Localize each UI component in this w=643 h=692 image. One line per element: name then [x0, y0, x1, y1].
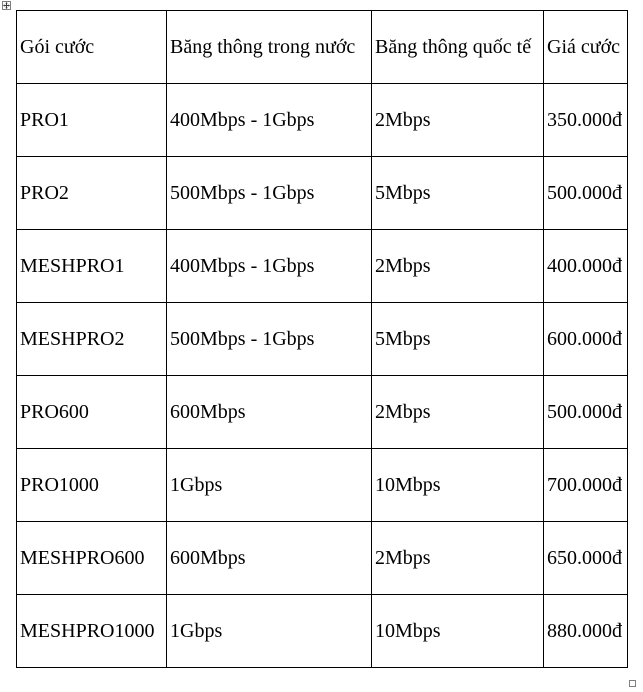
table-move-handle-icon[interactable]: [2, 1, 11, 10]
table-cell[interactable]: 500Mbps - 1Gbps: [167, 157, 372, 230]
table-row: [17, 376, 628, 449]
table-cell[interactable]: MESHPRO600: [17, 522, 167, 595]
table-cell[interactable]: MESHPRO1: [17, 230, 167, 303]
table-cell[interactable]: PRO2: [17, 157, 167, 230]
table-cell[interactable]: 1Gbps: [167, 449, 372, 522]
table-cell[interactable]: 600Mbps: [167, 376, 372, 449]
move-arrows-icon: [3, 2, 10, 9]
table-row: [17, 84, 628, 157]
table-cell[interactable]: 5Mbps: [372, 157, 544, 230]
table-cell[interactable]: 500Mbps - 1Gbps: [167, 303, 372, 376]
table-cell[interactable]: 500.000đ: [544, 157, 628, 230]
table-row: [17, 157, 628, 230]
table-cell[interactable]: 2Mbps: [372, 230, 544, 303]
table-cell[interactable]: 880.000đ: [544, 595, 628, 668]
table-cell[interactable]: 600Mbps: [167, 522, 372, 595]
table-cell[interactable]: MESHPRO2: [17, 303, 167, 376]
table-cell[interactable]: PRO600: [17, 376, 167, 449]
header-cell-package[interactable]: Gói cước: [17, 11, 167, 84]
table-row: [17, 303, 628, 376]
table-cell[interactable]: 700.000đ: [544, 449, 628, 522]
table-cell[interactable]: 600.000đ: [544, 303, 628, 376]
table-cell[interactable]: MESHPRO1000: [17, 595, 167, 668]
table-cell[interactable]: 1Gbps: [167, 595, 372, 668]
table-cell[interactable]: 350.000đ: [544, 84, 628, 157]
table-cell[interactable]: 500.000đ: [544, 376, 628, 449]
table-row: [17, 522, 628, 595]
header-cell-international-bandwidth[interactable]: Băng thông quốc tế: [372, 11, 544, 84]
table-cell[interactable]: 2Mbps: [372, 84, 544, 157]
table-cell[interactable]: 400Mbps - 1Gbps: [167, 230, 372, 303]
header-cell-price[interactable]: Giá cước: [544, 11, 628, 84]
table-cell[interactable]: 2Mbps: [372, 522, 544, 595]
header-cell-domestic-bandwidth[interactable]: Băng thông trong nước: [167, 11, 372, 84]
table-cell[interactable]: 650.000đ: [544, 522, 628, 595]
table-cell[interactable]: 2Mbps: [372, 376, 544, 449]
table-cell[interactable]: 5Mbps: [372, 303, 544, 376]
table-cell[interactable]: PRO1: [17, 84, 167, 157]
table-row: [17, 230, 628, 303]
table-header-row: [17, 11, 628, 84]
table-row: [17, 595, 628, 668]
price-table: [16, 10, 628, 668]
table-row: [17, 449, 628, 522]
table-cell[interactable]: 400Mbps - 1Gbps: [167, 84, 372, 157]
table-cell[interactable]: 10Mbps: [372, 595, 544, 668]
table-cell[interactable]: 10Mbps: [372, 449, 544, 522]
table-resize-handle-icon[interactable]: [629, 680, 636, 687]
table-cell[interactable]: PRO1000: [17, 449, 167, 522]
table-cell[interactable]: 400.000đ: [544, 230, 628, 303]
